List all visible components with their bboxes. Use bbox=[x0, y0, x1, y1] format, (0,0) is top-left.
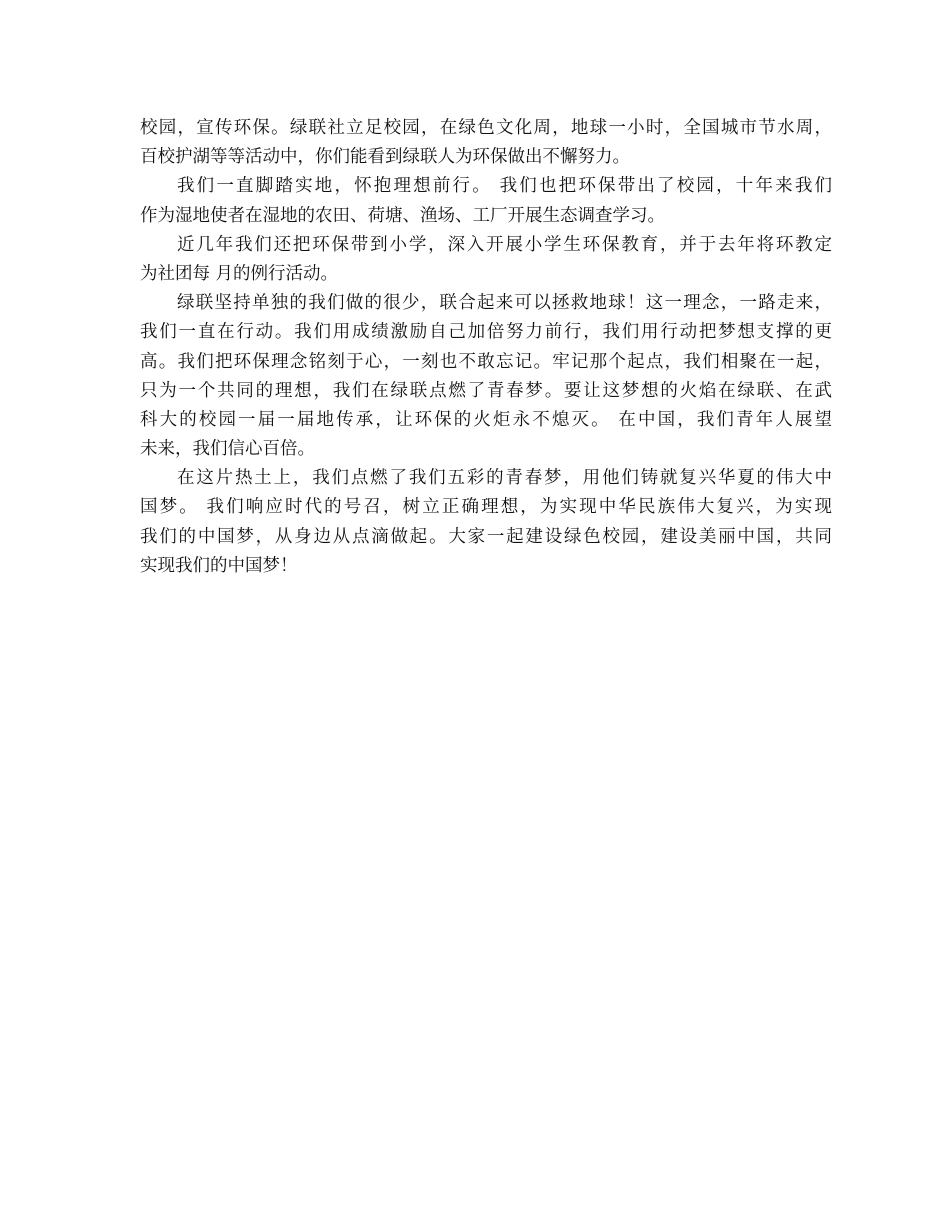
text-line: 我们一直脚踏实地，怀抱理想前行。 我们也把环保带出了校园，十年来我们 bbox=[177, 176, 832, 197]
document-body bbox=[140, 114, 832, 581]
text-line: 科大的校园一届一届地传承，让环保的火炬永不熄灭。 在中国，我们青年人展望 bbox=[140, 409, 832, 430]
text-line: 为社团每 月的例行活动。 bbox=[140, 263, 339, 284]
text-line: 在这片热土上，我们点燃了我们五彩的青春梦，用他们铸就复兴华夏的伟大中 bbox=[177, 468, 832, 489]
text-line: 实现我们的中国梦！ bbox=[140, 555, 298, 576]
text-line: 只为一个共同的理想，我们在绿联点燃了青春梦。要让这梦想的火焰在绿联、在武 bbox=[140, 380, 832, 401]
paragraph bbox=[140, 464, 832, 581]
text-line: 我们的中国梦，从身边从点滴做起。大家一起建设绿色校园，建设美丽中国，共同 bbox=[140, 526, 832, 547]
paragraph bbox=[140, 172, 832, 230]
text-line: 国梦。 我们响应时代的号召，树立正确理想，为实现中华民族伟大复兴，为实现 bbox=[140, 497, 832, 518]
text-line: 校园，宣传环保。绿联社立足校园，在绿色文化周，地球一小时，全国城市节水周， bbox=[140, 118, 832, 138]
text-line: 百校护湖等等活动中，你们能看到绿联人为环保做出不懈努力。 bbox=[140, 147, 630, 168]
paragraph bbox=[140, 231, 832, 289]
text-line: 高。我们把环保理念铭刻于心，一刻也不敢忘记。牢记那个起点，我们相聚在一起， bbox=[140, 351, 832, 372]
text-line: 作为湿地使者在湿地的农田、荷塘、渔场、工厂开展生态调查学习。 bbox=[140, 205, 665, 226]
paragraph bbox=[140, 114, 832, 172]
text-line: 未来，我们信心百倍。 bbox=[140, 439, 315, 460]
text-line: 绿联坚持单独的我们做的很少，联合起来可以拯救地球！这一理念，一路走来， bbox=[177, 293, 832, 314]
paragraph bbox=[140, 289, 832, 464]
text-line: 近几年我们还把环保带到小学，深入开展小学生环保教育，并于去年将环教定 bbox=[177, 234, 832, 255]
text-line: 我们一直在行动。我们用成绩激励自己加倍努力前行，我们用行动把梦想支撑的更 bbox=[140, 322, 832, 343]
